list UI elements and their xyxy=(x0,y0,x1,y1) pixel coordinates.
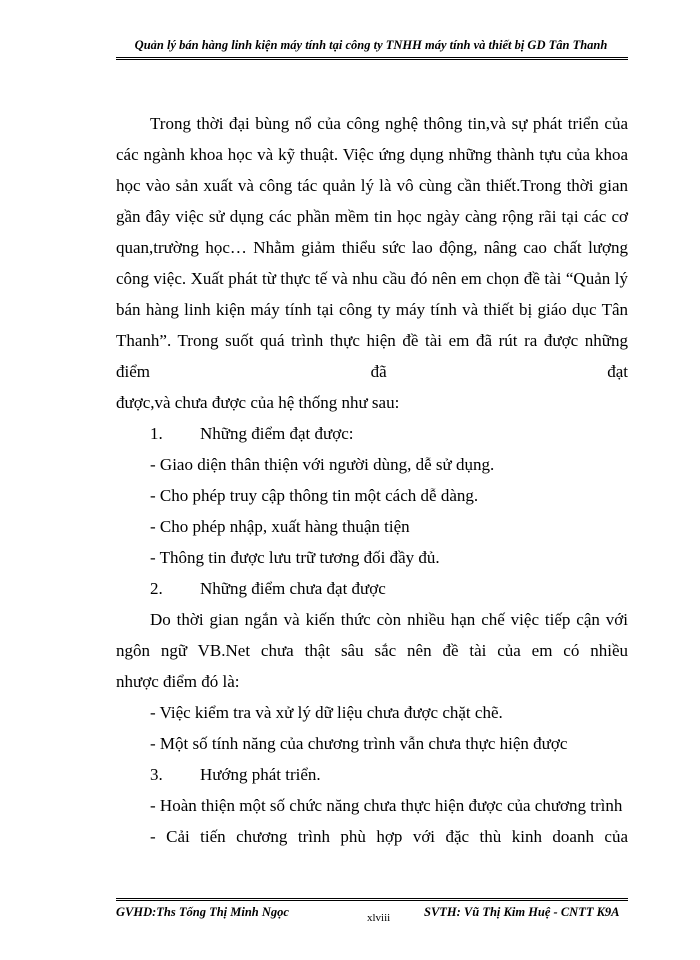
section-number: 3. xyxy=(150,765,163,784)
section-title: Hướng phát triển. xyxy=(200,765,321,784)
section-heading-achieved xyxy=(116,418,628,449)
list-item: - Thông tin được lưu trữ tương đối đầy đủ. xyxy=(150,548,440,567)
intro-paragraph: Trong thời đại bùng nổ của công nghệ thông tin,và sự phát triển của các ngành khoa học và kỹ thuật. Việc ứng dụng những thành tựu của khoa học vào sản xuất và công tác quản lý là vô cùng cần thiết.Trong thời gian gần đây việc sử dụng các phần mềm tin học ngày càng rộng rãi tại các cơ quan,trường học… Nhằm giảm thiểu sức lao động, nâng cao chất lượng công việc. Xuất phát từ thực tế và nhu cầu đó nên em chọn đề tài “Quản lý bán hàng linh kiện máy tính tại công ty máy tính và thiết bị giáo dục Tân Thanh”. Trong suốt quá trình thực hiện đề tài em đã rút ra được những điểm đã đạt xyxy=(116,114,628,381)
intro-paragraph-last-line: được,và chưa được của hệ thống như sau: xyxy=(116,393,400,412)
list-item: - Cải tiến chương trình phù hợp với đặc thù kinh doanh của xyxy=(150,827,628,846)
section-heading-development xyxy=(116,759,628,790)
list-item: - Giao diện thân thiện với người dùng, dễ sử dụng. xyxy=(150,455,495,474)
limitations-paragraph: Do thời gian ngắn và kiến thức còn nhiều hạn chế việc tiếp cận với ngôn ngữ VB.Net chưa thật sâu sắc nên đề tài của em có nhiều xyxy=(116,610,628,660)
list-item: - Cho phép nhập, xuất hàng thuận tiện xyxy=(150,517,410,536)
section-number: 1. xyxy=(150,424,163,443)
footer-rule xyxy=(116,898,628,901)
section-title: Những điểm đạt được: xyxy=(200,424,354,443)
list-item: - Cho phép truy cập thông tin một cách dễ dàng. xyxy=(150,486,479,505)
section-heading-not-achieved xyxy=(116,573,628,604)
limitations-paragraph-last-line: nhược điểm đó là: xyxy=(116,672,240,691)
footer-student: SVTH: Vũ Thị Kim Huệ - CNTT K9A xyxy=(424,905,620,919)
list-item: - Hoàn thiện một số chức năng chưa thực hiện được của chương trình xyxy=(150,796,623,815)
page-number: xlviii xyxy=(367,912,391,924)
list-item: - Việc kiểm tra và xử lý dữ liệu chưa được chặt chẽ. xyxy=(150,703,503,722)
section-title: Những điểm chưa đạt được xyxy=(200,579,386,598)
section-number: 2. xyxy=(150,579,163,598)
running-header: Quản lý bán hàng linh kiện máy tính tại công ty TNHH máy tính và thiết bị GD Tân Thanh xyxy=(134,38,608,52)
footer-supervisor: GVHD:Ths Tống Thị Minh Ngọc xyxy=(116,905,289,919)
header-rule xyxy=(116,57,628,60)
list-item: - Một số tính năng của chương trình vẫn chưa thực hiện được xyxy=(150,734,568,753)
page-body xyxy=(116,108,628,852)
